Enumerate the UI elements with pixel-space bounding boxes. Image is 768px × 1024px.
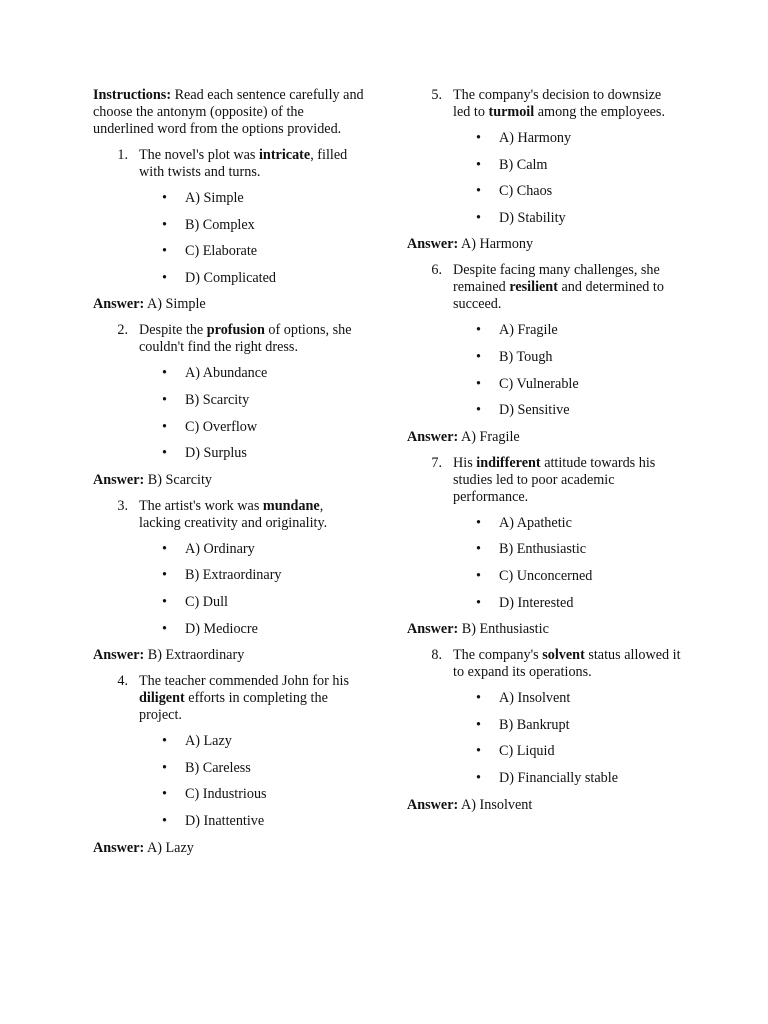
option-item	[93, 243, 365, 260]
bullet-icon: •	[162, 540, 167, 557]
option-label: C) Unconcerned	[499, 567, 593, 584]
answer-line	[407, 429, 682, 446]
option-label: C) Overflow	[185, 418, 258, 435]
bullet-icon: •	[476, 209, 481, 226]
option-item	[93, 621, 365, 638]
target-word: intricate	[258, 147, 311, 163]
option-item	[93, 270, 365, 287]
option-item	[93, 733, 365, 750]
question-before: His	[453, 454, 477, 471]
target-word: indifferent	[476, 454, 541, 471]
option-item	[407, 690, 682, 707]
answer-line	[93, 472, 365, 489]
question-before: The teacher commended John for his	[139, 673, 349, 690]
option-label: C) Elaborate	[185, 243, 258, 260]
option-label: A) Abundance	[185, 365, 268, 382]
answer-line	[93, 840, 365, 857]
question-number: 5.	[431, 87, 442, 103]
option-item	[407, 183, 682, 200]
question-number: 4.	[117, 673, 128, 690]
answer-label: Answer:	[93, 647, 145, 664]
question-number: 1.	[117, 147, 128, 163]
options-list	[93, 365, 365, 462]
instructions-label: Instructions:	[93, 87, 172, 103]
answer-value: B) Enthusiastic	[458, 621, 549, 638]
question-block	[93, 673, 365, 856]
option-label: D) Interested	[499, 594, 574, 611]
option-item	[93, 541, 365, 558]
question-block	[407, 262, 682, 445]
question-text	[93, 322, 365, 356]
answer-value: A) Simple	[144, 296, 206, 313]
option-item	[93, 567, 365, 584]
option-label: D) Complicated	[185, 269, 277, 286]
option-label: B) Enthusiastic	[499, 541, 587, 558]
option-item	[407, 515, 682, 532]
option-item	[407, 376, 682, 393]
options-list	[407, 690, 682, 787]
answer-line	[407, 797, 682, 814]
option-item	[407, 349, 682, 366]
question-before: Despite facing many challenges, she remained	[453, 262, 660, 296]
option-item	[407, 743, 682, 760]
option-label: B) Tough	[499, 348, 553, 365]
options-list	[407, 515, 682, 612]
answer-line	[93, 647, 365, 664]
bullet-icon: •	[162, 269, 167, 286]
option-item	[407, 568, 682, 585]
bullet-icon: •	[162, 786, 167, 803]
option-label: A) Simple	[185, 190, 244, 206]
question-number: 2.	[117, 322, 128, 339]
bullet-icon: •	[476, 690, 481, 707]
question-block	[93, 322, 365, 488]
option-item	[407, 210, 682, 227]
option-label: A) Ordinary	[185, 540, 255, 557]
question-before: Despite the	[139, 322, 207, 339]
bullet-icon: •	[476, 567, 481, 584]
question-block	[407, 455, 682, 638]
bullet-icon: •	[476, 375, 481, 392]
answer-label: Answer:	[407, 621, 459, 638]
option-item	[407, 717, 682, 734]
option-label: A) Apathetic	[499, 514, 572, 531]
option-label: A) Fragile	[499, 322, 558, 339]
question-text	[93, 147, 365, 181]
option-item	[93, 190, 365, 207]
answer-value: A) Fragile	[458, 428, 520, 445]
answer-line	[407, 621, 682, 638]
answer-value: A) Insolvent	[458, 796, 533, 813]
option-label: C) Vulnerable	[499, 375, 579, 392]
question-before: The novel's plot was	[139, 147, 259, 163]
bullet-icon: •	[162, 620, 167, 637]
option-label: B) Bankrupt	[499, 716, 570, 733]
question-block	[93, 498, 365, 664]
right-column	[407, 87, 682, 823]
option-item	[407, 322, 682, 339]
bullet-icon: •	[476, 183, 481, 200]
option-label: C) Chaos	[499, 183, 553, 200]
option-label: C) Dull	[185, 593, 228, 610]
question-after: , lacking creativity and originality.	[139, 497, 328, 531]
bullet-icon: •	[476, 769, 481, 786]
answer-label: Answer:	[407, 796, 459, 813]
option-item	[407, 595, 682, 612]
option-label: C) Liquid	[499, 743, 555, 760]
answer-label: Answer:	[93, 471, 145, 488]
option-label: D) Financially stable	[499, 769, 618, 786]
question-block	[93, 147, 365, 313]
question-number: 8.	[431, 647, 442, 664]
option-label: B) Complex	[185, 216, 255, 233]
bullet-icon: •	[476, 514, 481, 531]
bullet-icon: •	[476, 156, 481, 173]
bullet-icon: •	[162, 418, 167, 435]
answer-value: A) Harmony	[458, 236, 534, 253]
question-after: status allowed it to expand its operations.	[453, 647, 681, 681]
answer-value: B) Scarcity	[144, 471, 212, 488]
bullet-icon: •	[476, 594, 481, 611]
target-word: profusion	[206, 322, 265, 339]
bullet-icon: •	[162, 365, 167, 382]
answer-label: Answer:	[407, 428, 459, 445]
answer-label: Answer:	[93, 296, 145, 313]
question-text	[93, 498, 365, 532]
bullet-icon: •	[162, 190, 167, 206]
question-after: among the employees.	[534, 104, 665, 120]
option-label: A) Insolvent	[499, 690, 571, 707]
bullet-icon: •	[476, 130, 481, 146]
option-item	[93, 786, 365, 803]
option-label: D) Stability	[499, 209, 566, 226]
question-before: The company's decision to downsize led to	[453, 87, 662, 120]
option-item	[93, 594, 365, 611]
target-word: turmoil	[488, 104, 535, 120]
bullet-icon: •	[476, 322, 481, 339]
option-label: D) Mediocre	[185, 620, 258, 637]
option-label: D) Inattentive	[185, 812, 265, 829]
answer-line	[407, 236, 682, 253]
options-list	[93, 541, 365, 638]
question-text	[407, 455, 682, 506]
options-list	[407, 322, 682, 419]
answer-value: B) Extraordinary	[144, 647, 245, 664]
bullet-icon: •	[162, 593, 167, 610]
option-item	[93, 445, 365, 462]
option-item	[93, 217, 365, 234]
question-number: 3.	[117, 497, 128, 514]
bullet-icon: •	[162, 812, 167, 829]
question-after: efforts in completing the project.	[139, 690, 328, 724]
question-text	[407, 262, 682, 313]
option-label: B) Scarcity	[185, 391, 250, 408]
target-word: diligent	[139, 690, 185, 707]
option-label: B) Calm	[499, 156, 548, 173]
bullet-icon: •	[162, 567, 167, 584]
answer-label: Answer:	[407, 236, 459, 253]
question-text	[407, 87, 682, 121]
bullet-icon: •	[162, 733, 167, 750]
instructions-text: Read each sentence carefully and choose the antonym (opposite) of the underlined word from the options provided.	[93, 87, 364, 137]
question-text	[407, 647, 682, 681]
option-item	[407, 130, 682, 147]
question-after: attitude towards his studies led to poor academic performance.	[453, 454, 656, 505]
bullet-icon: •	[476, 743, 481, 760]
options-list	[93, 190, 365, 287]
question-number: 7.	[431, 454, 442, 471]
option-label: D) Surplus	[185, 445, 247, 462]
question-after: of options, she couldn't find the right dress.	[139, 322, 352, 356]
bullet-icon: •	[476, 541, 481, 558]
option-item	[93, 760, 365, 777]
question-before: The artist's work was	[139, 497, 263, 514]
bullet-icon: •	[162, 759, 167, 776]
option-item	[93, 813, 365, 830]
question-after: and determined to succeed.	[453, 279, 664, 313]
option-label: A) Harmony	[499, 130, 572, 146]
question-after: , filled with twists and turns.	[139, 147, 348, 180]
option-item	[93, 392, 365, 409]
instructions	[93, 87, 365, 138]
option-label: A) Lazy	[185, 733, 232, 750]
bullet-icon: •	[162, 216, 167, 233]
bullet-icon: •	[476, 402, 481, 419]
option-item	[93, 365, 365, 382]
target-word: resilient	[509, 279, 558, 296]
question-block	[407, 647, 682, 813]
option-item	[407, 402, 682, 419]
bullet-icon: •	[476, 348, 481, 365]
option-label: B) Extraordinary	[185, 567, 282, 584]
target-word: solvent	[542, 647, 585, 664]
answer-line	[93, 296, 365, 313]
bullet-icon: •	[162, 391, 167, 408]
target-word: mundane	[262, 497, 320, 514]
option-label: D) Sensitive	[499, 402, 570, 419]
left-column	[93, 87, 365, 866]
options-list	[407, 130, 682, 227]
question-before: The company's	[453, 647, 543, 664]
option-item	[407, 541, 682, 558]
answer-value: A) Lazy	[144, 839, 194, 856]
option-label: C) Industrious	[185, 786, 267, 803]
question-block	[407, 87, 682, 253]
question-text	[93, 673, 365, 724]
bullet-icon: •	[162, 243, 167, 260]
question-number: 6.	[431, 262, 442, 279]
option-item	[93, 419, 365, 436]
answer-label: Answer:	[93, 839, 145, 856]
bullet-icon: •	[476, 716, 481, 733]
options-list	[93, 733, 365, 830]
bullet-icon: •	[162, 445, 167, 462]
option-item	[407, 157, 682, 174]
option-item	[407, 770, 682, 787]
option-label: B) Careless	[185, 759, 251, 776]
